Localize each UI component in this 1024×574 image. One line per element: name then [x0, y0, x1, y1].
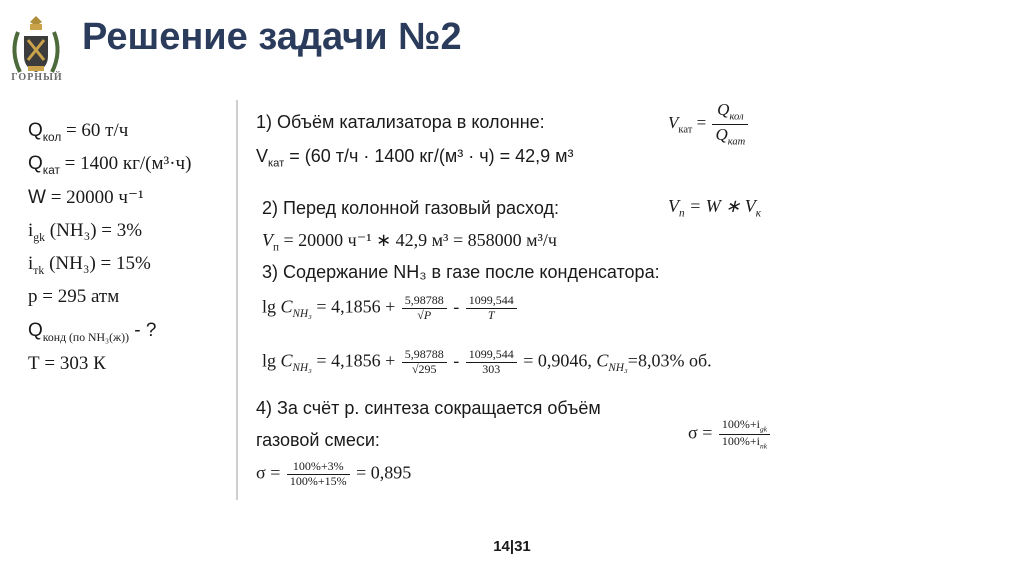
step4-heading-line2: газовой смеси:	[256, 430, 380, 450]
given-item: $Q_{конд (по NH_3(ж))}$ - ?	[28, 319, 157, 344]
given-item: T = 303 К	[28, 353, 106, 375]
step3-heading: 3) Содержание NH₃ в газе после конденсатора:	[262, 262, 660, 282]
step2-formula: $V_п = 20000$ ч⁻¹ ∗ 42,9 м³ = 858000 м³/ч	[262, 230, 557, 254]
step3-equation-1: $\lg C_{NH_3} = 4,1856$ + $\frac{5,98788}{√P}$ - $\frac{1099,544}{T}$	[262, 294, 519, 323]
step1-side-formula: $V_{кат}$ = $\frac{Q_{кол}}{Q_{кат}}$	[668, 100, 750, 148]
step1-formula: $V_{кат} = (60$ т/ч · 1400 кг/(м³ · ч) = 42,9 м³	[256, 146, 574, 170]
given-item: p = 295 атм	[28, 286, 120, 308]
given-item: $i_{тk}$ (NH₃) = 15%	[28, 253, 151, 277]
given-item: $i_{gk}$ (NH₃) = 3%	[28, 219, 143, 244]
given-item: $Q_{кол} = 60$ т/ч	[28, 120, 129, 144]
step3-equation-2: $\lg C_{NH_3} = 4,1856$ + $\frac{5,98788}{√295}$ - $\frac{1099,544}{303}$ = 0,9046, $C_{NH_3}=8,03\%$ об.	[262, 347, 712, 376]
page-title: Решение задачи №2	[82, 16, 462, 58]
vertical-divider	[236, 100, 238, 500]
step2-heading: 2) Перед колонной газовый расход:	[262, 198, 559, 218]
logo-text: ГОРНЫЙ	[11, 72, 63, 83]
step4-formula: σ = $\frac{100\%+3\%}{100\%+15\%}$ = 0,895	[256, 459, 412, 488]
given-list	[28, 118, 191, 384]
page-number: 14|31	[493, 538, 531, 555]
step1-heading: 1) Объём катализатора в колонне:	[256, 112, 545, 132]
given-item: W = 20000 ч⁻¹	[28, 186, 144, 208]
step4-heading-line1: 4) За счёт р. синтеза сокращается объём	[256, 398, 601, 418]
step4-side-formula: σ = $\frac{100\%+i_{gk}}{100\%+i_{nk}}$	[688, 418, 772, 451]
step2-side-formula: $V_п = W$ ∗ $V_к$	[668, 196, 762, 220]
given-item: $Q_{кат} = 1400$ кг/(м³·ч)	[28, 153, 192, 178]
